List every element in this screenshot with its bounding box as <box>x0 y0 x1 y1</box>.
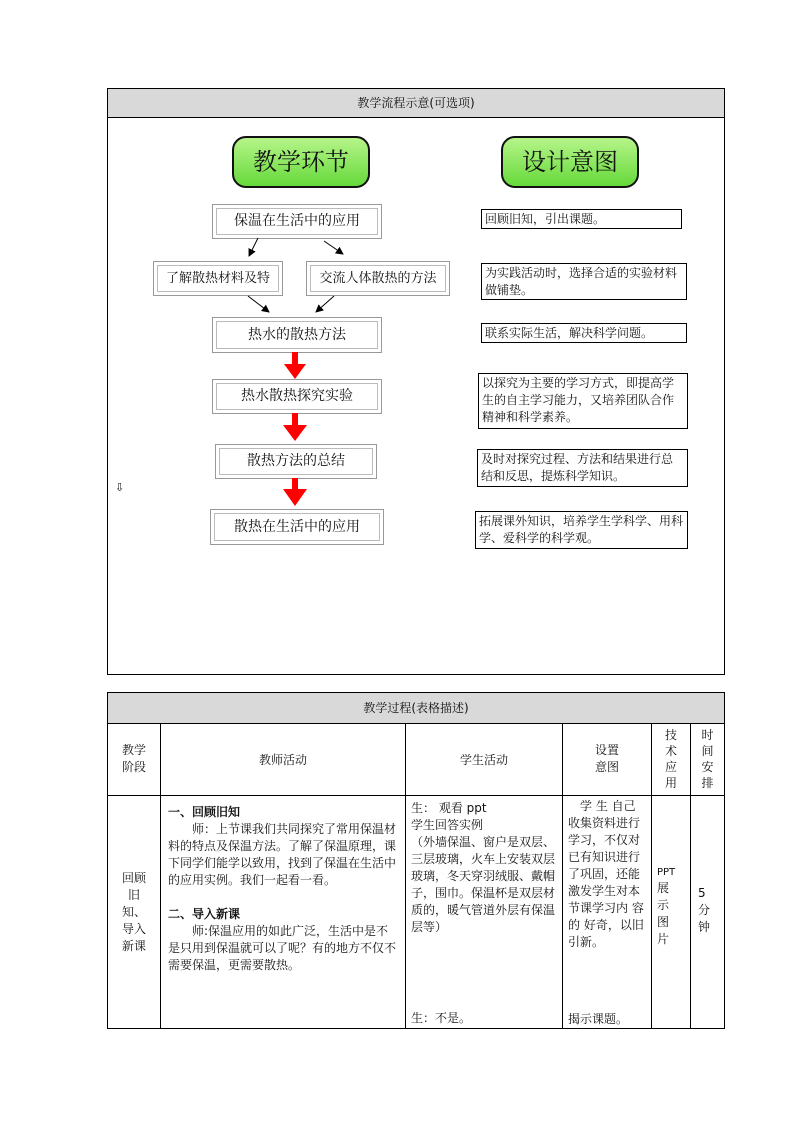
step-5: 散热方法的总结 <box>215 444 377 479</box>
step-1: 保温在生活中的应用 <box>212 204 382 239</box>
row1-teacher <box>161 796 406 1028</box>
row1-intent <box>563 796 652 1028</box>
pill-design-intent-label: 设计意图 <box>522 148 618 176</box>
red-arrow-1 <box>284 352 306 379</box>
intent-paragraph: 学 生 自己收集资料进行学习，不仅对已有知识进行了巩固，还能激发学生对本节课学习内 容 的 好奇，以旧引新。 <box>568 799 644 949</box>
row1-time <box>691 796 724 1028</box>
arrow-s2b-s3 <box>316 296 334 312</box>
row1-student <box>406 796 563 1028</box>
student-line-4: 生：不是。 <box>411 1011 472 1025</box>
arrow-s1-s2a <box>249 238 258 256</box>
red-arrow-2 <box>283 413 307 441</box>
teacher-paragraph-1: 师：上节课我们共同探究了常用保温材料的特点及保温方法。了解了保温原理，课下同学们能学以致用，找到了保温在生活中的应用实例。我们一起看一看。 <box>168 822 397 887</box>
flow-header: 教学流程示意(可选项) <box>108 89 724 118</box>
student-examples: （外墙保温、窗户是双层、三层玻璃，火车上安装双层玻璃，冬天穿羽绒服、戴帽子，围巾。保温杯是双层材质的，暖气管道外层有保温层等） <box>411 835 556 934</box>
time-value: 5 分 钟 <box>698 886 711 934</box>
col-student: 学生活动 <box>406 723 563 796</box>
col-teacher: 教师活动 <box>161 723 406 796</box>
arrow-s2a-s3 <box>248 296 269 312</box>
step-4: 热水散热探究实验 <box>212 379 382 414</box>
row1-stage: 回顾 旧 知、 导入 新课 <box>108 796 161 1028</box>
note-6: 拓展课外知识，培养学生学科学、用科学、爱科学的科学观。 <box>475 511 688 549</box>
teacher-paragraph-2: 师:保温应用的如此广泛，生活中是不是只用到保温就可以了呢？有的地方不仅不需要保温，更需要散热。 <box>168 924 397 972</box>
tech-ppt: PPT <box>657 867 676 878</box>
note-3: 联系实际生活，解决科学问题。 <box>481 323 687 343</box>
note-1: 回顾旧知，引出课题。 <box>481 209 682 229</box>
note-4: 以探究为主要的学习方式，即提高学生的自主学习能力，又培养团队合作精神和科学素养。 <box>478 373 688 429</box>
flow-arrows <box>108 89 724 674</box>
arrow-s1-s2b <box>324 241 343 254</box>
step-6: 散热在生活中的应用 <box>210 509 384 545</box>
col-stage: 教学 阶段 <box>108 723 161 796</box>
note-5: 及时对探究过程、方法和结果进行总结和反思，提炼科学知识。 <box>477 449 688 487</box>
col-intent: 设置 意图 <box>563 723 652 796</box>
step-2a: 了解散热材料及特 <box>153 261 283 296</box>
flow-section <box>107 88 725 675</box>
tech-show-images: 展 示 图 片 <box>657 881 670 946</box>
pill-teaching-steps-label: 教学环节 <box>253 148 349 176</box>
step-2b: 交流人体散热的方法 <box>306 261 450 296</box>
col-time: 时 间 安 排 <box>691 723 724 796</box>
step-3: 热水的散热方法 <box>212 317 382 353</box>
red-arrows <box>283 352 307 506</box>
intent-reveal: 揭示课题。 <box>568 1012 629 1026</box>
down-marker-glyph: ⇩ <box>115 481 125 494</box>
row1-tech <box>652 796 691 1028</box>
note-2: 为实践活动时，选择合适的实验材料做铺垫。 <box>481 263 687 300</box>
col-tech: 技 术 应 用 <box>652 723 691 796</box>
red-arrow-3 <box>283 478 307 506</box>
teacher-heading-2: 二、导入新课 <box>168 907 241 921</box>
process-header: 教学过程(表格描述) <box>108 693 724 724</box>
student-line-2: 学生回答实例 <box>411 818 484 832</box>
teacher-heading-1: 一、回顾旧知 <box>168 805 241 819</box>
process-table <box>107 692 725 1029</box>
student-line-1: 生： 观看 ppt <box>411 801 487 815</box>
